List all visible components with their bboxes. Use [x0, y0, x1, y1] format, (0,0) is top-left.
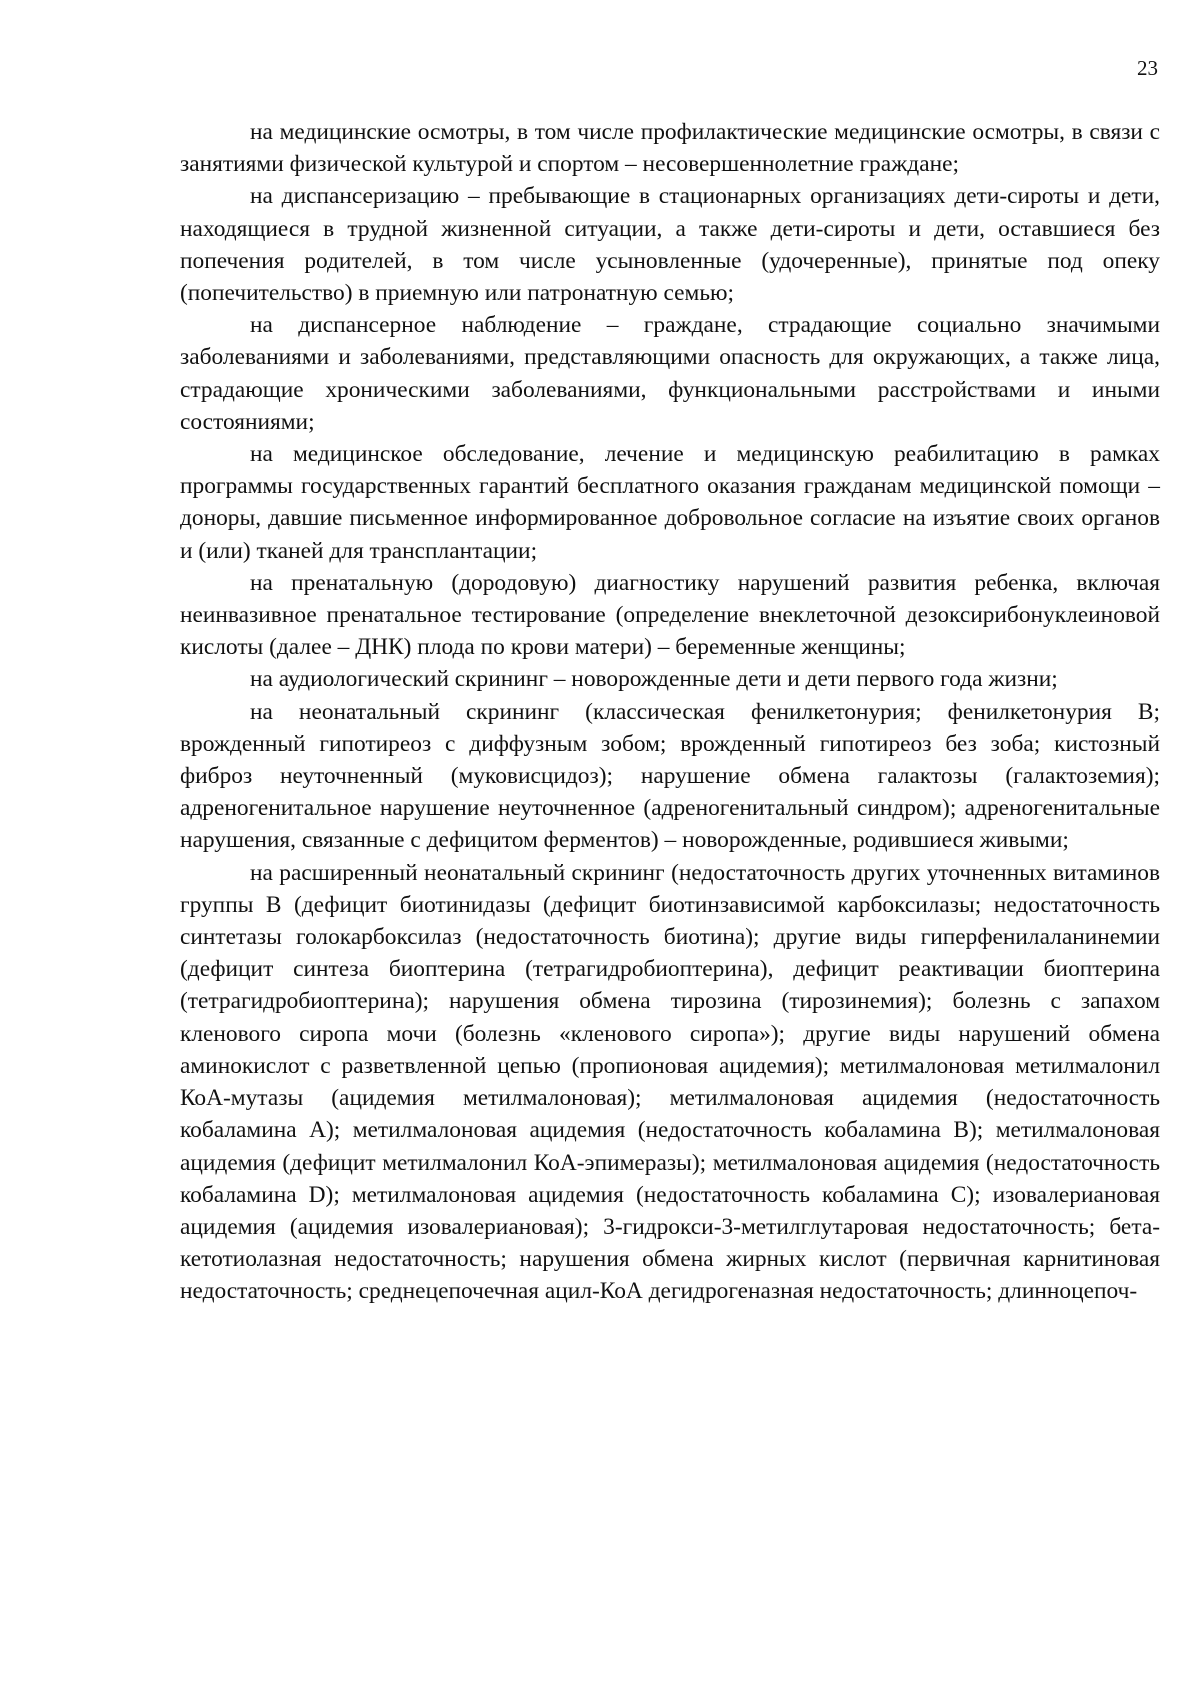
- paragraph: на аудиологический скрининг – новорожденные дети и дети первого года жизни;: [250, 666, 1058, 693]
- paragraph: на диспансеризацию – пребывающие в стационарных организациях дети-сироты и дети, находящиеся в трудной жизненной ситуации, а также дети-сироты и дети, оставшиеся без попечения родителей, в том числе усыновленные (удочеренные), принятые под опеку (попечительство) в приемную или патронатную семью;: [180, 183, 1160, 307]
- document-body: [180, 116, 1160, 1308]
- page-number: 23: [1137, 56, 1158, 80]
- paragraph: на расширенный неонатальный скрининг (недостаточность других уточненных витаминов группы B (дефицит биотинидазы (дефицит биотинзависимой карбоксилазы; недостаточность синтетазы голокарбоксилаз (недостаточность биотина); другие виды гиперфенилаланинемии (дефицит синтеза биоптерина (тетрагидробиоптерина), дефицит реактивации биоптерина (тетрагидробиоптерина); нарушения обмена тирозина (тирозинемия); болезнь с запахом кленового сиропа мочи (болезнь «кленового сиропа»); другие виды нарушений обмена аминокислот с разветвленной цепью (пропионовая ацидемия); метилмалоновая метилмалонил КоА-мутазы (ацидемия метилмалоновая); метилмалоновая ацидемия (недостаточность кобаламина A); метилмалоновая ацидемия (недостаточность кобаламина B); метилмалоновая ацидемия (дефицит метилмалонил КоА-эпимеразы); метилмалоновая ацидемия (недостаточность кобаламина D); метилмалоновая ацидемия (недостаточность кобаламина C); изовалериановая ацидемия (ацидемия изовалериановая); 3-гидрокси-3-метилглутаровая недостаточность; бета-кетотиолазная недостаточность; нарушения обмена жирных кислот (первичная карнитиновая недостаточность; среднецепочечная ацил-КоА дегидрогеназная недостаточность; длинноцепоч-: [180, 859, 1160, 1305]
- paragraph: на пренатальную (дородовую) диагностику нарушений развития ребенка, включая неинвазивное пренатальное тестирование (определение внеклеточной дезоксирибонуклеиновой кислоты (далее – ДНК) плода по крови матери) – беременные женщины;: [180, 569, 1160, 661]
- paragraph: на медицинские осмотры, в том числе профилактические медицинские осмотры, в связи с занятиями физической культурой и спортом – несовершеннолетние граждане;: [180, 119, 1160, 178]
- paragraph: на неонатальный скрининг (классическая фенилкетонурия; фенилкетонурия B; врожденный гипотиреоз с диффузным зобом; врожденный гипотиреоз без зоба; кистозный фиброз неуточненный (муковисцидоз); нарушение обмена галактозы (галактоземия); адреногенитальное нарушение неуточненное (адреногенитальный синдром); адреногенитальные нарушения, связанные с дефицитом ферментов) – новорожденные, родившиеся живыми;: [180, 698, 1160, 854]
- paragraph: на диспансерное наблюдение – граждане, страдающие социально значимыми заболеваниями и заболеваниями, представляющими опасность для окружающих, а также лица, страдающие хроническими заболеваниями, функциональными расстройствами и иными состояниями;: [180, 312, 1160, 435]
- paragraph: на медицинское обследование, лечение и медицинскую реабилитацию в рамках программы государственных гарантий бесплатного оказания гражданам медицинской помощи – доноры, давшие письменное информированное добровольное согласие на изъятие своих органов и (или) тканей для трансплантации;: [180, 441, 1160, 564]
